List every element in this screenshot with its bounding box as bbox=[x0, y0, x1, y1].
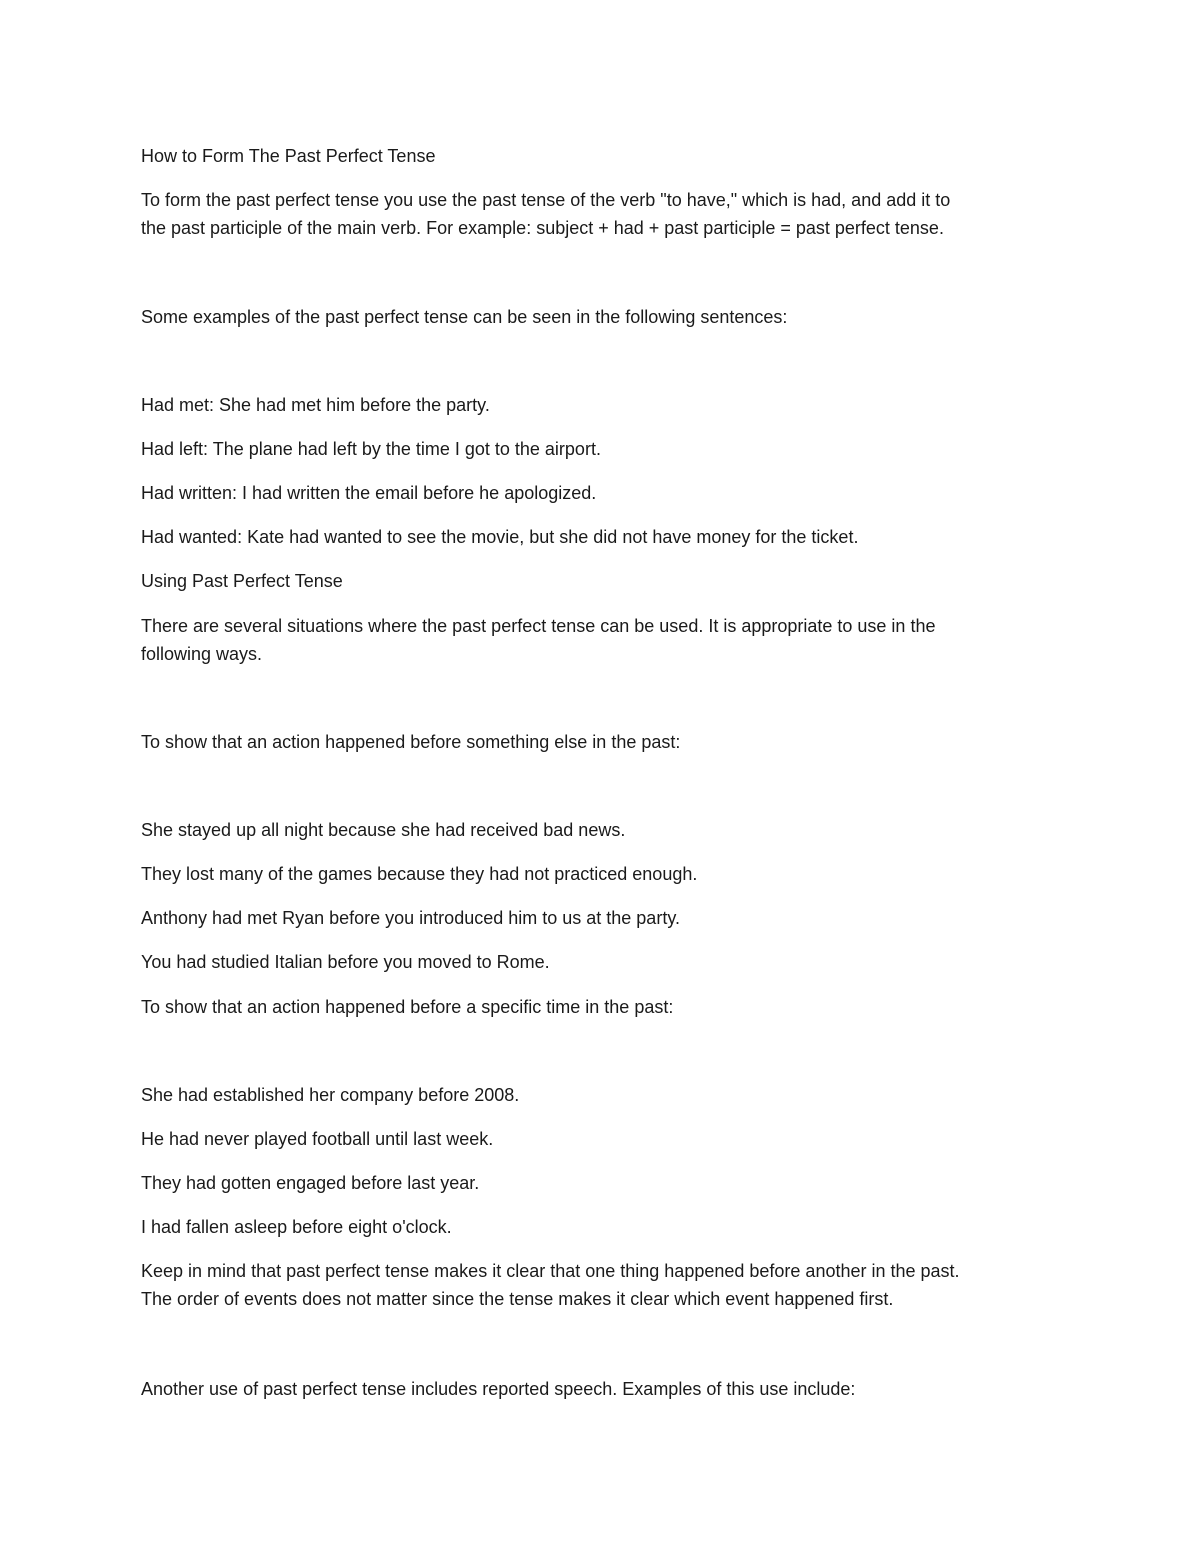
keep-in-mind-line-2: The order of events does not matter since the tense makes it clear which event happened first. bbox=[141, 1289, 894, 1309]
before-something-intro: To show that an action happened before something else in the past: bbox=[141, 732, 681, 752]
intro-paragraph-line-1: To form the past perfect tense you use the past tense of the verb "to have," which is had, and add it to bbox=[141, 190, 951, 210]
before-time-example: She had established her company before 2008. bbox=[141, 1085, 520, 1105]
before-something-example: Anthony had met Ryan before you introduced him to us at the party. bbox=[141, 908, 680, 928]
situations-paragraph-line-2: following ways. bbox=[141, 644, 263, 664]
before-something-example: They lost many of the games because they had not practiced enough. bbox=[141, 864, 698, 884]
situations-paragraph-line-1: There are several situations where the past perfect tense can be used. It is appropriate to use in the bbox=[141, 616, 936, 636]
before-something-example: She stayed up all night because she had received bad news. bbox=[141, 820, 626, 840]
before-time-example: I had fallen asleep before eight o'clock. bbox=[141, 1217, 452, 1237]
before-time-intro: To show that an action happened before a specific time in the past: bbox=[141, 997, 674, 1017]
example-had-written: Had written: I had written the email before he apologized. bbox=[141, 483, 597, 503]
before-time-example: He had never played football until last week. bbox=[141, 1129, 494, 1149]
heading-how-to-form: How to Form The Past Perfect Tense bbox=[141, 146, 436, 166]
subheading-using-past-perfect: Using Past Perfect Tense bbox=[141, 571, 343, 591]
example-had-wanted: Had wanted: Kate had wanted to see the movie, but she did not have money for the ticket. bbox=[141, 527, 859, 547]
example-had-met: Had met: She had met him before the party. bbox=[141, 395, 490, 415]
before-time-example: They had gotten engaged before last year. bbox=[141, 1173, 480, 1193]
before-something-example: You had studied Italian before you moved to Rome. bbox=[141, 952, 550, 972]
examples-intro: Some examples of the past perfect tense can be seen in the following sentences: bbox=[141, 307, 788, 327]
example-had-left: Had left: The plane had left by the time I got to the airport. bbox=[141, 439, 601, 459]
keep-in-mind-line-1: Keep in mind that past perfect tense makes it clear that one thing happened before another in the past. bbox=[141, 1261, 960, 1281]
intro-paragraph-line-2: the past participle of the main verb. For example: subject + had + past participle = past perfect tense. bbox=[141, 218, 944, 238]
reported-speech-intro: Another use of past perfect tense includes reported speech. Examples of this use include: bbox=[141, 1379, 856, 1399]
